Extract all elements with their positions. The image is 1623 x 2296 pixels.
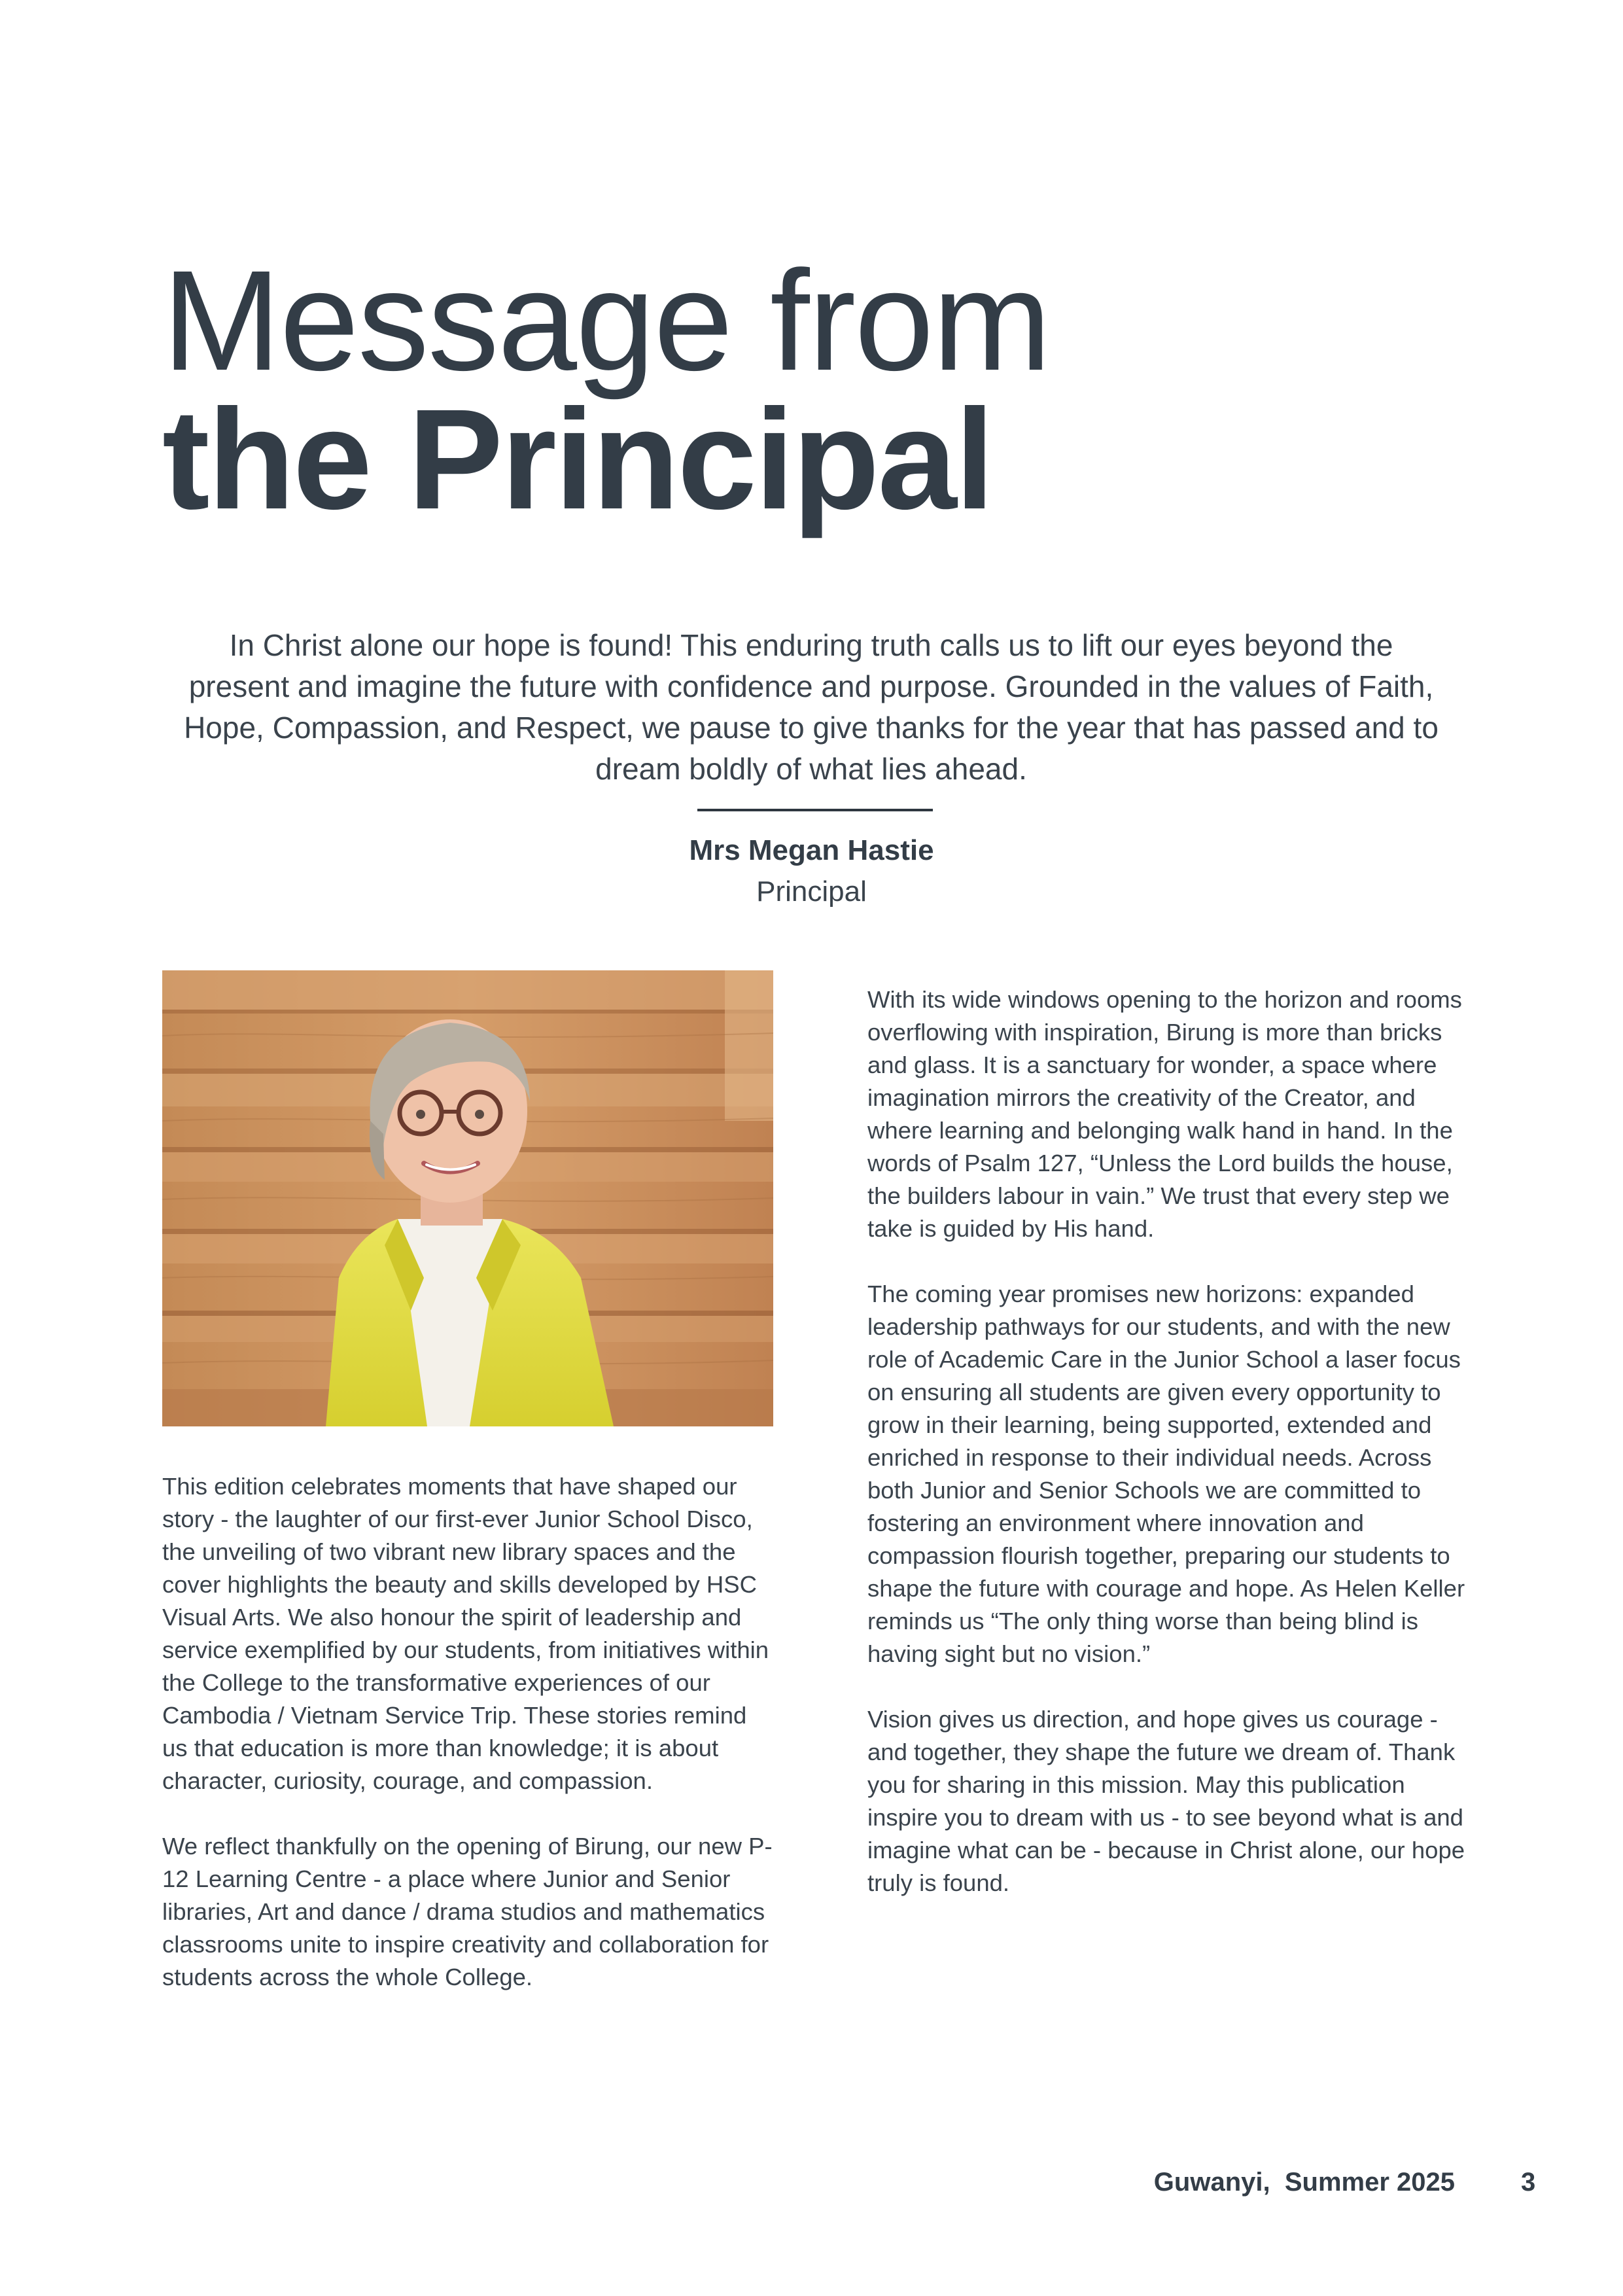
- principal-portrait-illustration: [162, 970, 773, 1426]
- signatory-role: Principal: [756, 875, 867, 908]
- intro-quote: In Christ alone our hope is found! This enduring truth calls us to lift our eyes beyond the present and imagine the future with confidence and purpose. Grounded in the values of Faith, Hope, Compassion, and Respect, we pause to give thanks for the year that has passed and to dream boldly of what lies ahead.: [184, 628, 1439, 786]
- footer-publication: Guwanyi, Summer 2025: [1153, 2168, 1455, 2197]
- body-column-right: [867, 983, 1476, 1932]
- page-title: [162, 241, 1051, 539]
- body-column-left: [162, 1470, 777, 2026]
- body-paragraph: Vision gives us direction, and hope gives us courage - and together, they shape the future we dream of. Thank you for sharing in this mission. May this publication inspire you to dream with us - to see beyond what is and imagine what can be - because in Christ alone, our hope truly is found.: [867, 1706, 1465, 1896]
- principal-photo: [162, 970, 773, 1426]
- page-title-line-1: Message from: [162, 241, 1051, 400]
- signatory-name: Mrs Megan Hastie: [689, 834, 934, 866]
- page-title-line-2: the Principal: [162, 380, 993, 539]
- body-paragraph: We reflect thankfully on the opening of Birung, our new P-12 Learning Centre - a place where Junior and Senior libraries, Art and dance / drama studios and mathematics classrooms unite to inspire creativity and collaboration for students across the whole College.: [162, 1833, 773, 1990]
- body-paragraph: This edition celebrates moments that have shaped our story - the laughter of our first-ever Junior School Disco, the unveiling of two vibrant new library spaces and the cover highlights the beauty and skills developed by HSC Visual Arts. We also honour the spirit of leadership and service exemplified by our students, from initiatives within the College to the transformative experiences of our Cambodia / Vietnam Service Trip. These stories remind us that education is more than knowledge; it is about character, curiosity, courage, and compassion.: [162, 1473, 769, 1794]
- body-paragraph: The coming year promises new horizons: expanded leadership pathways for our students, and with the new role of Academic Care in the Junior School a laser focus on ensuring all students are given every opportunity to grow in their learning, being supported, extended and enriched in response to their individual needs. Across both Junior and Senior Schools we are committed to fostering an environment where innovation and compassion flourish together, preparing our students to shape the future with courage and hope. As Helen Keller reminds us “The only thing worse than being blind is having sight but no vision.”: [867, 1280, 1465, 1667]
- body-paragraph: With its wide windows opening to the horizon and rooms overflowing with inspiration, Birung is more than bricks and glass. It is a sanctuary for wonder, a space where imagination mirrors the creativity of the Creator, and where learning and belonging walk hand in hand. In the words of Psalm 127, “Unless the Lord builds the house, the builders labour in vain.” We trust that every step we take is guided by His hand.: [867, 986, 1462, 1242]
- footer-page-number: 3: [1521, 2168, 1536, 2197]
- intro-divider: [697, 809, 933, 811]
